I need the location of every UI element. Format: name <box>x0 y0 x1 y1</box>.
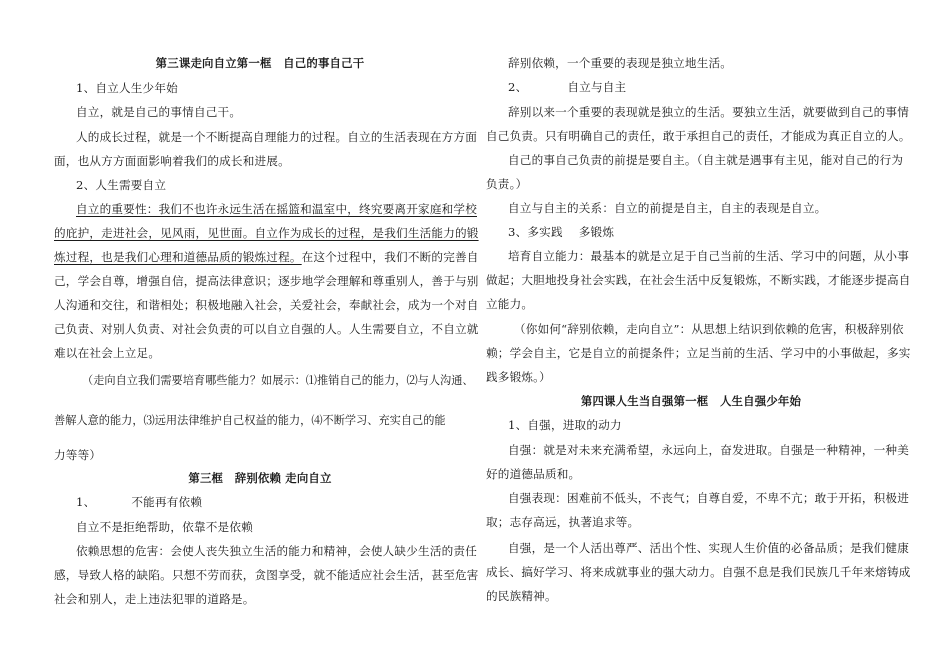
paragraph: （走向自立我们需要培育哪些能力？如展示：⑴推销自己的能力，⑵与人沟通、 <box>82 374 474 387</box>
paragraph: 难以在社会上立足。 <box>54 346 161 360</box>
paragraph: 践多锻炼。） <box>486 370 551 384</box>
underlined-text: 自立的重要性：我们不也许永远生活在摇篮和温室中，终究要离开家庭和学校 <box>76 202 477 216</box>
heading-5 <box>508 224 614 240</box>
heading-4 <box>508 79 626 95</box>
paragraph: 的民族精神。 <box>486 589 557 603</box>
paragraph: 好的道德品质和。 <box>486 467 581 481</box>
paragraph: 自强，是一个人活出尊严、活出个性、实现人生价值的必备品质；是我们健康 <box>508 541 909 555</box>
paragraph: 取；志存高远，执著追求等。 <box>486 515 640 529</box>
paragraph: 自己的事自己负责的前提是要自主。（自主就是遇事有主见，能对自己的行为 <box>508 153 904 167</box>
section-title: 第三框 辞别依赖 走向自立 <box>188 471 332 485</box>
heading-1: 1、自立人生少年始 <box>76 81 178 95</box>
heading-3 <box>76 494 202 510</box>
paragraph: 负责。） <box>486 177 528 191</box>
heading-number: 3、多实践 <box>508 225 563 239</box>
paragraph: 培育自立能力：最基本的就是立足于自己当前的生活、学习中的问题，从小事 <box>508 249 909 263</box>
paragraph: 人的成长过程，就是一个不断提高自理能力的过程。自立的生活表现在方方面 <box>76 130 477 144</box>
paragraph: 人沟通和交往，和谐相处；积极地融入社会，关爱社会，奉献社会，成为一个对自 <box>54 298 479 312</box>
lesson4-title: 第四课人生当自强第一框 人生自强少年始 <box>580 394 802 408</box>
paragraph: 力等等） <box>54 448 102 462</box>
paragraph: 面，也从方方面面影响着我们的成长和进展。 <box>54 154 290 168</box>
paragraph: 赖；学会自主，它是自立的前提条件；立足当前的生活、学习中的小事做起，多实 <box>486 346 911 360</box>
heading-6: 1、自强，进取的动力 <box>508 418 622 432</box>
paragraph: 自立不是拒绝帮助，依靠不是依赖 <box>76 520 253 534</box>
paragraph-text: 在这个过程中，我们不断的完善自 <box>301 250 479 264</box>
paragraph: 善解人意的能力，⑶远用法律维护自己权益的能力，⑷不断学习、充实自己的能 <box>54 414 446 427</box>
paragraph: 辞别依赖，一个重要的表现是独立地生活。 <box>508 56 733 70</box>
heading-2: 2、人生需要自立 <box>76 178 167 192</box>
heading-text: 自立与自主 <box>567 80 627 94</box>
paragraph: 自强表现：困难前不低头，不丧气；自尊自爱，不卑不亢；敢于开拓，积极进 <box>508 491 909 505</box>
underlined-text: 炼过程，也是我们心理和道德品质的锻炼过程。 <box>54 250 302 264</box>
heading-text: 不能再有依赖 <box>131 495 203 509</box>
paragraph: 自立与自主的关系：自立的前提是自主，自主的表现是自立。 <box>508 201 827 215</box>
lesson3-title: 第三课走向自立第一框 自己的事自己干 <box>155 56 365 70</box>
underlined-text: 的庇护，走进社会，见风雨，见世面。自立作为成长的过程，是我们生活能力的锻 <box>54 226 479 240</box>
paragraph-line <box>54 249 479 265</box>
paragraph: 自强：就是对未来充满希望，永远向上，奋发进取。自强是一种精神，一种美 <box>508 443 909 457</box>
paragraph: 己负责、对别人负责、对社会负责的可以自立自强的人。人生需要自立，不自立就 <box>54 322 479 336</box>
heading-text: 多锻炼 <box>578 225 615 239</box>
paragraph: 成长、搞好学习、将来成就事业的强大动力。自强不息是我们民族几千年来熔铸成 <box>486 565 911 579</box>
heading-number: 1、 <box>76 495 96 509</box>
paragraph: 做起；大胆地投身社会实践，在社会生活中反复锻炼，不断实践，才能逐步提高自 <box>486 273 911 287</box>
paragraph: 辞别以来一个重要的表现就是独立的生活。要独立生活，就要做到自己的事情 <box>508 105 909 119</box>
paragraph: （你如何“辞别依赖，走向自立”：从思想上结识到依赖的危害，积极辞别依 <box>514 322 904 336</box>
paragraph: 依赖思想的危害：会使人丧失独立生活的能力和精神，会使人缺少生活的责任 <box>76 544 477 558</box>
paragraph: 社会和别人，走上违法犯罪的道路是。 <box>54 592 255 606</box>
heading-number: 2、 <box>508 80 528 94</box>
paragraph: 立能力。 <box>486 297 534 311</box>
paragraph: 自己负责。只有明确自己的责任，敢于承担自己的责任，才能成为真正自立的人。 <box>486 129 911 143</box>
paragraph: 自立，就是自己的事情自己干。 <box>76 105 242 119</box>
paragraph: 己，学会自尊，增强自信，提高法律意识；逐步地学会理解和尊重别人，善于与别 <box>54 274 479 288</box>
paragraph: 感，导致人格的缺陷。只想不劳而获，贪图享受，就不能适应社会生活，甚至危害 <box>54 568 479 582</box>
